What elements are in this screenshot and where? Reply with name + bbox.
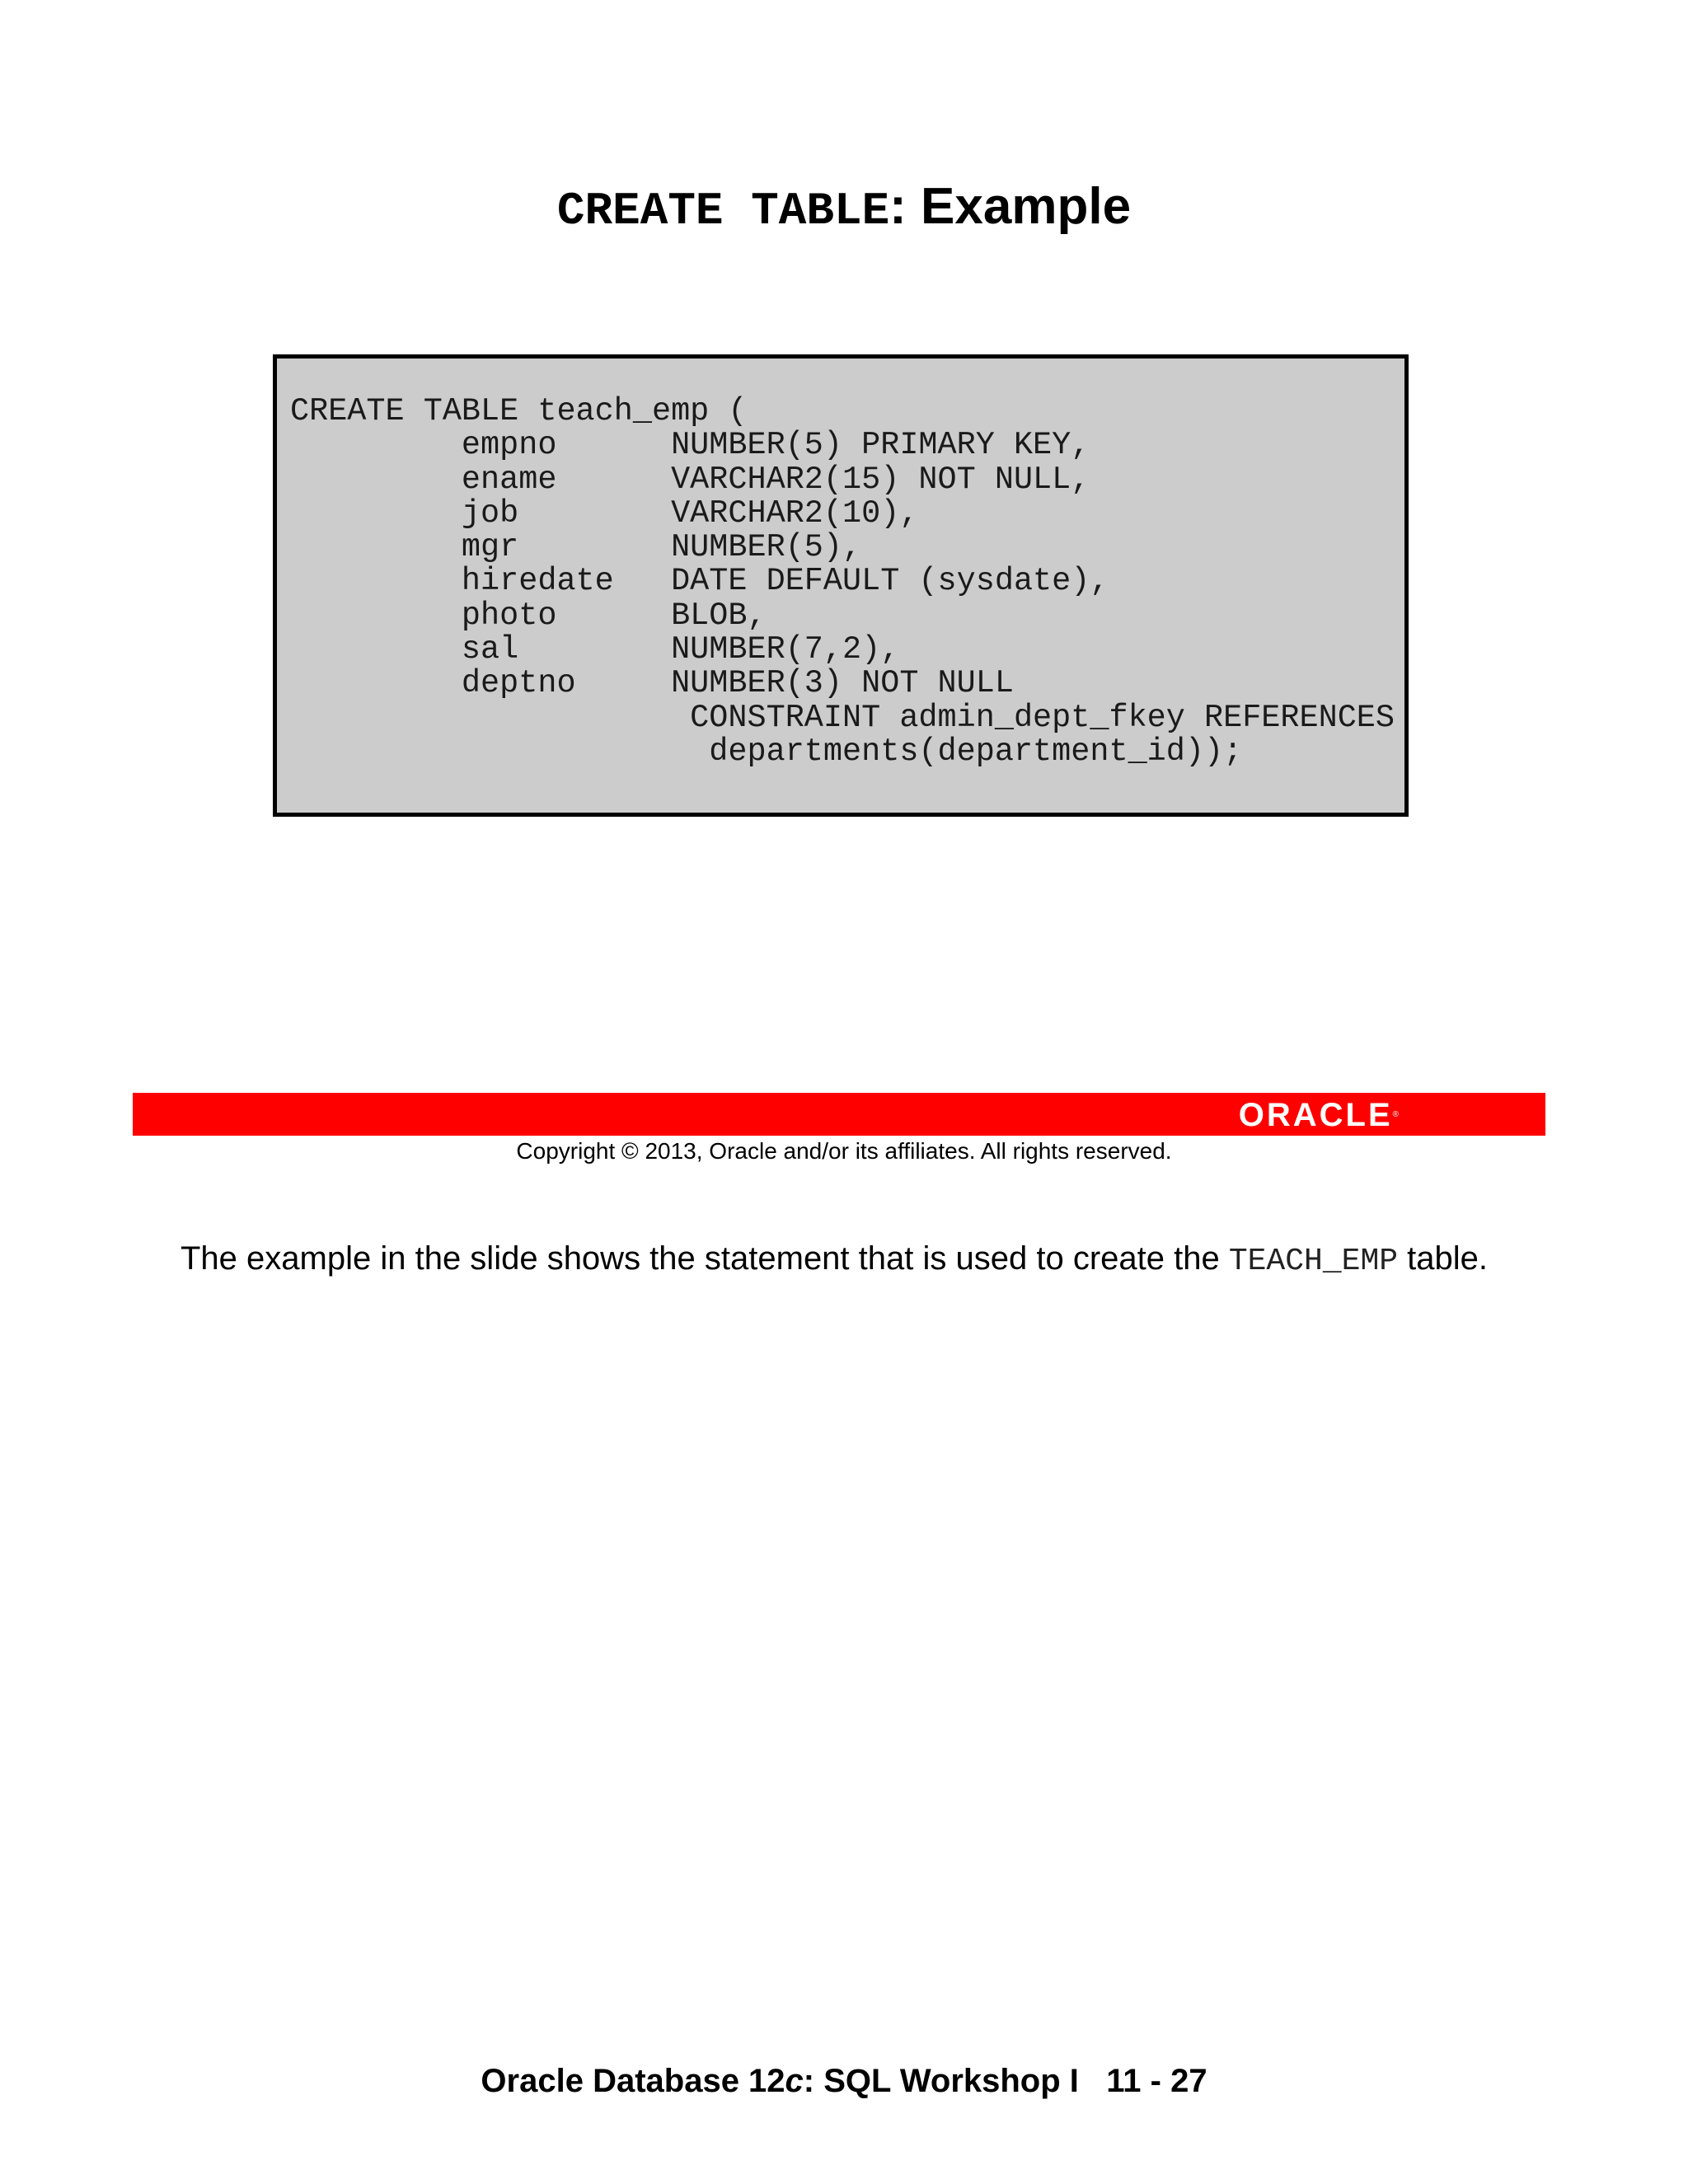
- code-line: departments(department_id));: [290, 733, 1243, 770]
- registered-mark: ®: [1392, 1110, 1399, 1119]
- code-line: deptno NUMBER(3) NOT NULL: [290, 665, 1014, 702]
- body-text-before: The example in the slide shows the statement that is used to create the: [181, 1240, 1229, 1277]
- body-paragraph: [181, 1237, 1488, 1283]
- slide-title-text: : Example: [889, 178, 1132, 235]
- oracle-logo-text: ORACLE: [1238, 1097, 1393, 1133]
- code-line: job VARCHAR2(10),: [290, 494, 919, 532]
- code-line: CREATE TABLE teach_emp (: [290, 393, 748, 429]
- copyright-notice: Copyright © 2013, Oracle and/or its affiliates. All rights reserved.: [516, 1138, 1172, 1164]
- code-line: sal NUMBER(7,2),: [290, 631, 900, 668]
- code-example-box: [273, 354, 1409, 817]
- body-code-term: TEACH_EMP: [1228, 1244, 1399, 1279]
- code-line: hiredate DATE DEFAULT (sysdate),: [290, 563, 1109, 600]
- code-line: CONSTRAINT admin_dept_fkey REFERENCES: [290, 699, 1395, 736]
- slide-title: [0, 173, 1688, 245]
- footer-text-start: Oracle Database 12: [481, 2063, 785, 2099]
- oracle-banner: [133, 1093, 1545, 1136]
- code-line: mgr NUMBER(5),: [290, 529, 862, 566]
- oracle-logo: [1239, 1099, 1399, 1132]
- code-line: ename VARCHAR2(15) NOT NULL,: [290, 461, 1090, 498]
- footer-text-end: : SQL Workshop I 11 - 27: [803, 2063, 1207, 2099]
- slide-title-code: CREATE TABLE: [556, 185, 890, 237]
- code-line: empno NUMBER(5) PRIMARY KEY,: [290, 427, 1090, 464]
- body-text-after: table.: [1398, 1240, 1489, 1277]
- code-listing: [290, 395, 1404, 769]
- code-line: photo BLOB,: [290, 597, 767, 634]
- page-footer: [0, 2060, 1688, 2102]
- footer-text-italic: c: [785, 2063, 804, 2099]
